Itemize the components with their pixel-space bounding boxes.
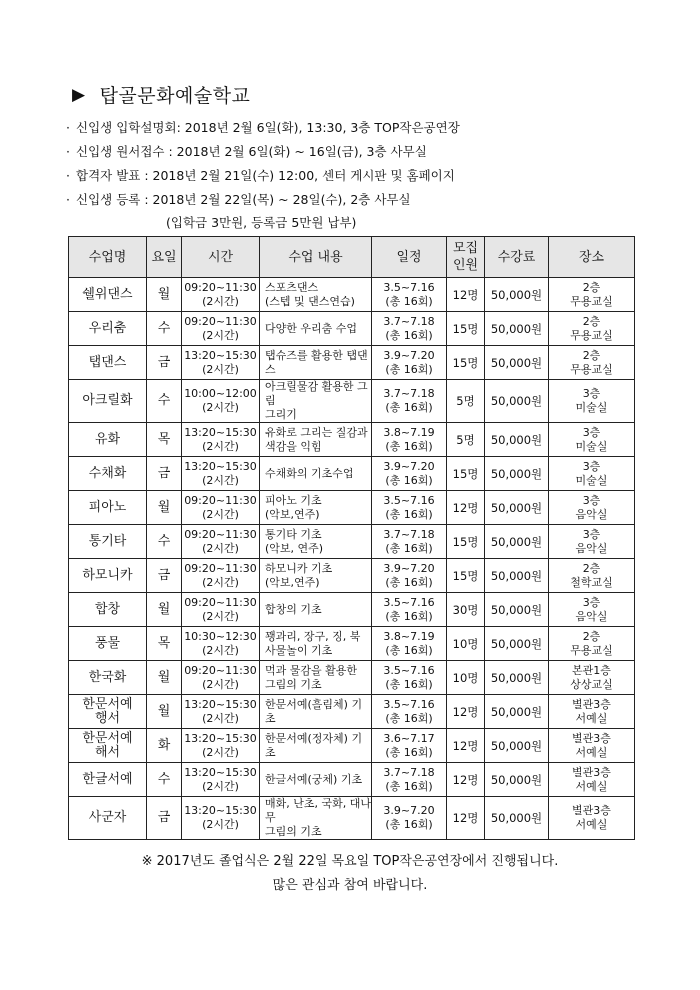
- table-row: [69, 457, 635, 491]
- day-cell: 목: [147, 423, 182, 457]
- time-cell: 09:20~11:30 (2시간): [182, 661, 260, 695]
- table-row: [69, 346, 635, 380]
- day-cell: 금: [147, 797, 182, 840]
- time-cell: 10:30~12:30 (2시간): [182, 627, 260, 661]
- class-name-cell: 한글서예: [69, 763, 147, 797]
- content-cell: 먹과 물감을 활용한 그림의 기초: [260, 661, 372, 695]
- schedule-cell: 3.8~7.19 (총 16회): [372, 627, 447, 661]
- schedule-cell: 3.9~7.20 (총 16회): [372, 457, 447, 491]
- table-body: [69, 278, 635, 840]
- class-name-cell: 통기타: [69, 525, 147, 559]
- content-cell: 한문서예(정자체) 기초: [260, 729, 372, 763]
- content-cell: 유화로 그리는 질감과 색감을 익힘: [260, 423, 372, 457]
- day-cell: 수: [147, 763, 182, 797]
- capacity-cell: 30명: [447, 593, 485, 627]
- day-cell: 수: [147, 312, 182, 346]
- table-row: [69, 312, 635, 346]
- capacity-cell: 15명: [447, 312, 485, 346]
- class-name-cell: 쉘위댄스: [69, 278, 147, 312]
- day-cell: 금: [147, 457, 182, 491]
- class-name-cell: 유화: [69, 423, 147, 457]
- capacity-cell: 12명: [447, 729, 485, 763]
- header-day: 요일: [147, 237, 182, 278]
- schedule-cell: 3.9~7.20 (총 16회): [372, 346, 447, 380]
- capacity-cell: 10명: [447, 661, 485, 695]
- content-cell: 한문서예(흘림체) 기초: [260, 695, 372, 729]
- fee-cell: 50,000원: [485, 423, 549, 457]
- content-cell: 스포츠댄스 (스텝 및 댄스연습): [260, 278, 372, 312]
- bullet-dot-icon: ·: [66, 192, 70, 207]
- day-cell: 금: [147, 559, 182, 593]
- day-cell: 월: [147, 491, 182, 525]
- bullet-dot-icon: ·: [66, 120, 70, 135]
- class-name-cell: 하모니카: [69, 559, 147, 593]
- footer-line: ※ 2017년도 졸업식은 2월 22일 목요일 TOP작은공연장에서 진행됩니다.: [141, 854, 559, 869]
- time-cell: 09:20~11:30 (2시간): [182, 278, 260, 312]
- schedule-cell: 3.7~7.18 (총 16회): [372, 380, 447, 423]
- bullet-dot-icon: ·: [66, 168, 70, 183]
- time-cell: 13:20~15:30 (2시간): [182, 763, 260, 797]
- schedule-cell: 3.5~7.16 (총 16회): [372, 661, 447, 695]
- place-cell: 2층 무용교실: [549, 627, 635, 661]
- content-cell: 탭슈즈를 활용한 탭댄스: [260, 346, 372, 380]
- capacity-cell: 5명: [447, 423, 485, 457]
- content-cell: 아크릴물감 활용한 그림 그리기: [260, 380, 372, 423]
- content-cell: 통기타 기초 (악보, 연주): [260, 525, 372, 559]
- fee-cell: 50,000원: [485, 627, 549, 661]
- class-name-cell: 피아노: [69, 491, 147, 525]
- fee-cell: 50,000원: [485, 695, 549, 729]
- info-line: · 합격자 발표 : 2018년 2월 21일(수) 12:00, 센터 게시판 및 홈페이지: [66, 164, 460, 188]
- content-cell: 합창의 기초: [260, 593, 372, 627]
- fee-cell: 50,000원: [485, 380, 549, 423]
- table-row: [69, 627, 635, 661]
- class-name-cell: 합창: [69, 593, 147, 627]
- time-cell: 10:00~12:00 (2시간): [182, 380, 260, 423]
- table-row: [69, 525, 635, 559]
- header-place: 장소: [549, 237, 635, 278]
- header-content: 수업 내용: [260, 237, 372, 278]
- class-name-cell: 풍물: [69, 627, 147, 661]
- place-cell: 2층 무용교실: [549, 312, 635, 346]
- time-cell: 13:20~15:30 (2시간): [182, 346, 260, 380]
- place-cell: 3층 음악실: [549, 593, 635, 627]
- content-cell: 피아노 기초 (악보,연주): [260, 491, 372, 525]
- table-row: [69, 491, 635, 525]
- header-schedule: 일정: [372, 237, 447, 278]
- place-cell: 3층 미술실: [549, 380, 635, 423]
- time-cell: 13:20~15:30 (2시간): [182, 797, 260, 840]
- fee-cell: 50,000원: [485, 312, 549, 346]
- fee-cell: 50,000원: [485, 797, 549, 840]
- header-capacity: 모집 인원: [447, 237, 485, 278]
- fee-cell: 50,000원: [485, 593, 549, 627]
- info-note: (입학금 3만원, 등록금 5만원 납부): [166, 215, 357, 230]
- footer-notice: [0, 850, 700, 898]
- schedule-cell: 3.7~7.18 (총 16회): [372, 763, 447, 797]
- place-cell: 별관3층 서예실: [549, 695, 635, 729]
- footer-line: 많은 관심과 참여 바랍니다.: [272, 878, 428, 893]
- day-cell: 화: [147, 729, 182, 763]
- table-row: [69, 593, 635, 627]
- page-title-text: 탑골문화예술학교: [99, 85, 251, 107]
- class-name-cell: 우리춤: [69, 312, 147, 346]
- capacity-cell: 15명: [447, 525, 485, 559]
- table-row: [69, 763, 635, 797]
- capacity-cell: 12명: [447, 491, 485, 525]
- class-name-cell: 사군자: [69, 797, 147, 840]
- class-name-cell: 한문서예 해서: [69, 729, 147, 763]
- day-cell: 목: [147, 627, 182, 661]
- fee-cell: 50,000원: [485, 457, 549, 491]
- table-row: [69, 729, 635, 763]
- day-cell: 수: [147, 380, 182, 423]
- place-cell: 별관3층 서예실: [549, 729, 635, 763]
- time-cell: 13:20~15:30 (2시간): [182, 729, 260, 763]
- schedule-cell: 3.5~7.16 (총 16회): [372, 278, 447, 312]
- bullet-dot-icon: ·: [66, 144, 70, 159]
- place-cell: 3층 미술실: [549, 457, 635, 491]
- fee-cell: 50,000원: [485, 661, 549, 695]
- content-cell: 매화, 난초, 국화, 대나무 그림의 기초: [260, 797, 372, 840]
- day-cell: 금: [147, 346, 182, 380]
- class-name-cell: 한국화: [69, 661, 147, 695]
- table-row: [69, 797, 635, 840]
- class-name-cell: 아크릴화: [69, 380, 147, 423]
- content-cell: 꽹과리, 장구, 징, 북 사물놀이 기초: [260, 627, 372, 661]
- capacity-cell: 10명: [447, 627, 485, 661]
- table-row: [69, 661, 635, 695]
- class-name-cell: 탭댄스: [69, 346, 147, 380]
- capacity-cell: 12명: [447, 797, 485, 840]
- header-fee: 수강료: [485, 237, 549, 278]
- fee-cell: 50,000원: [485, 525, 549, 559]
- place-cell: 2층 무용교실: [549, 346, 635, 380]
- capacity-cell: 5명: [447, 380, 485, 423]
- info-line: · 신입생 입학설명회: 2018년 2월 6일(화), 13:30, 3층 TOP작은공연장: [66, 116, 460, 140]
- info-line: · 신입생 원서접수 : 2018년 2월 6일(화) ~ 16일(금), 3층 사무실: [66, 140, 460, 164]
- content-cell: 하모니카 기초 (악보,연주): [260, 559, 372, 593]
- time-cell: 09:20~11:30 (2시간): [182, 559, 260, 593]
- fee-cell: 50,000원: [485, 491, 549, 525]
- fee-cell: 50,000원: [485, 763, 549, 797]
- admission-info: [66, 116, 460, 234]
- schedule-cell: 3.9~7.20 (총 16회): [372, 559, 447, 593]
- schedule-cell: 3.9~7.20 (총 16회): [372, 797, 447, 840]
- table-row: [69, 380, 635, 423]
- fee-cell: 50,000원: [485, 346, 549, 380]
- triangle-bullet-icon: ▶: [72, 84, 86, 105]
- capacity-cell: 12명: [447, 695, 485, 729]
- info-line: · 신입생 등록 : 2018년 2월 22일(목) ~ 28일(수), 2층 사무실: [66, 188, 460, 212]
- schedule-cell: 3.7~7.18 (총 16회): [372, 312, 447, 346]
- table-row: [69, 695, 635, 729]
- content-cell: 다양한 우리춤 수업: [260, 312, 372, 346]
- place-cell: 3층 미술실: [549, 423, 635, 457]
- schedule-cell: 3.7~7.18 (총 16회): [372, 525, 447, 559]
- time-cell: 09:20~11:30 (2시간): [182, 491, 260, 525]
- time-cell: 13:20~15:30 (2시간): [182, 457, 260, 491]
- capacity-cell: 15명: [447, 346, 485, 380]
- fee-cell: 50,000원: [485, 278, 549, 312]
- day-cell: 월: [147, 278, 182, 312]
- place-cell: 별관3층 서예실: [549, 797, 635, 840]
- time-cell: 13:20~15:30 (2시간): [182, 423, 260, 457]
- table-row: [69, 559, 635, 593]
- page-title: [72, 81, 250, 108]
- fee-cell: 50,000원: [485, 729, 549, 763]
- header-class-name: 수업명: [69, 237, 147, 278]
- day-cell: 월: [147, 661, 182, 695]
- time-cell: 09:20~11:30 (2시간): [182, 312, 260, 346]
- table-row: [69, 423, 635, 457]
- capacity-cell: 12명: [447, 763, 485, 797]
- schedule-cell: 3.5~7.16 (총 16회): [372, 593, 447, 627]
- place-cell: 2층 무용교실: [549, 278, 635, 312]
- fee-cell: 50,000원: [485, 559, 549, 593]
- schedule-cell: 3.8~7.19 (총 16회): [372, 423, 447, 457]
- time-cell: 13:20~15:30 (2시간): [182, 695, 260, 729]
- header-time: 시간: [182, 237, 260, 278]
- class-name-cell: 수채화: [69, 457, 147, 491]
- time-cell: 09:20~11:30 (2시간): [182, 525, 260, 559]
- schedule-cell: 3.6~7.17 (총 16회): [372, 729, 447, 763]
- place-cell: 3층 음악실: [549, 525, 635, 559]
- place-cell: 본관1층 상상교실: [549, 661, 635, 695]
- place-cell: 3층 음악실: [549, 491, 635, 525]
- day-cell: 월: [147, 695, 182, 729]
- table-row: [69, 278, 635, 312]
- capacity-cell: 12명: [447, 278, 485, 312]
- time-cell: 09:20~11:30 (2시간): [182, 593, 260, 627]
- capacity-cell: 15명: [447, 457, 485, 491]
- schedule-cell: 3.5~7.16 (총 16회): [372, 695, 447, 729]
- class-name-cell: 한문서예 행서: [69, 695, 147, 729]
- content-cell: 수채화의 기초수업: [260, 457, 372, 491]
- schedule-cell: 3.5~7.16 (총 16회): [372, 491, 447, 525]
- day-cell: 수: [147, 525, 182, 559]
- class-schedule-table: [68, 236, 635, 840]
- place-cell: 2층 철학교실: [549, 559, 635, 593]
- capacity-cell: 15명: [447, 559, 485, 593]
- content-cell: 한글서예(궁체) 기초: [260, 763, 372, 797]
- table-header-row: [69, 237, 635, 278]
- place-cell: 별관3층 서예실: [549, 763, 635, 797]
- day-cell: 월: [147, 593, 182, 627]
